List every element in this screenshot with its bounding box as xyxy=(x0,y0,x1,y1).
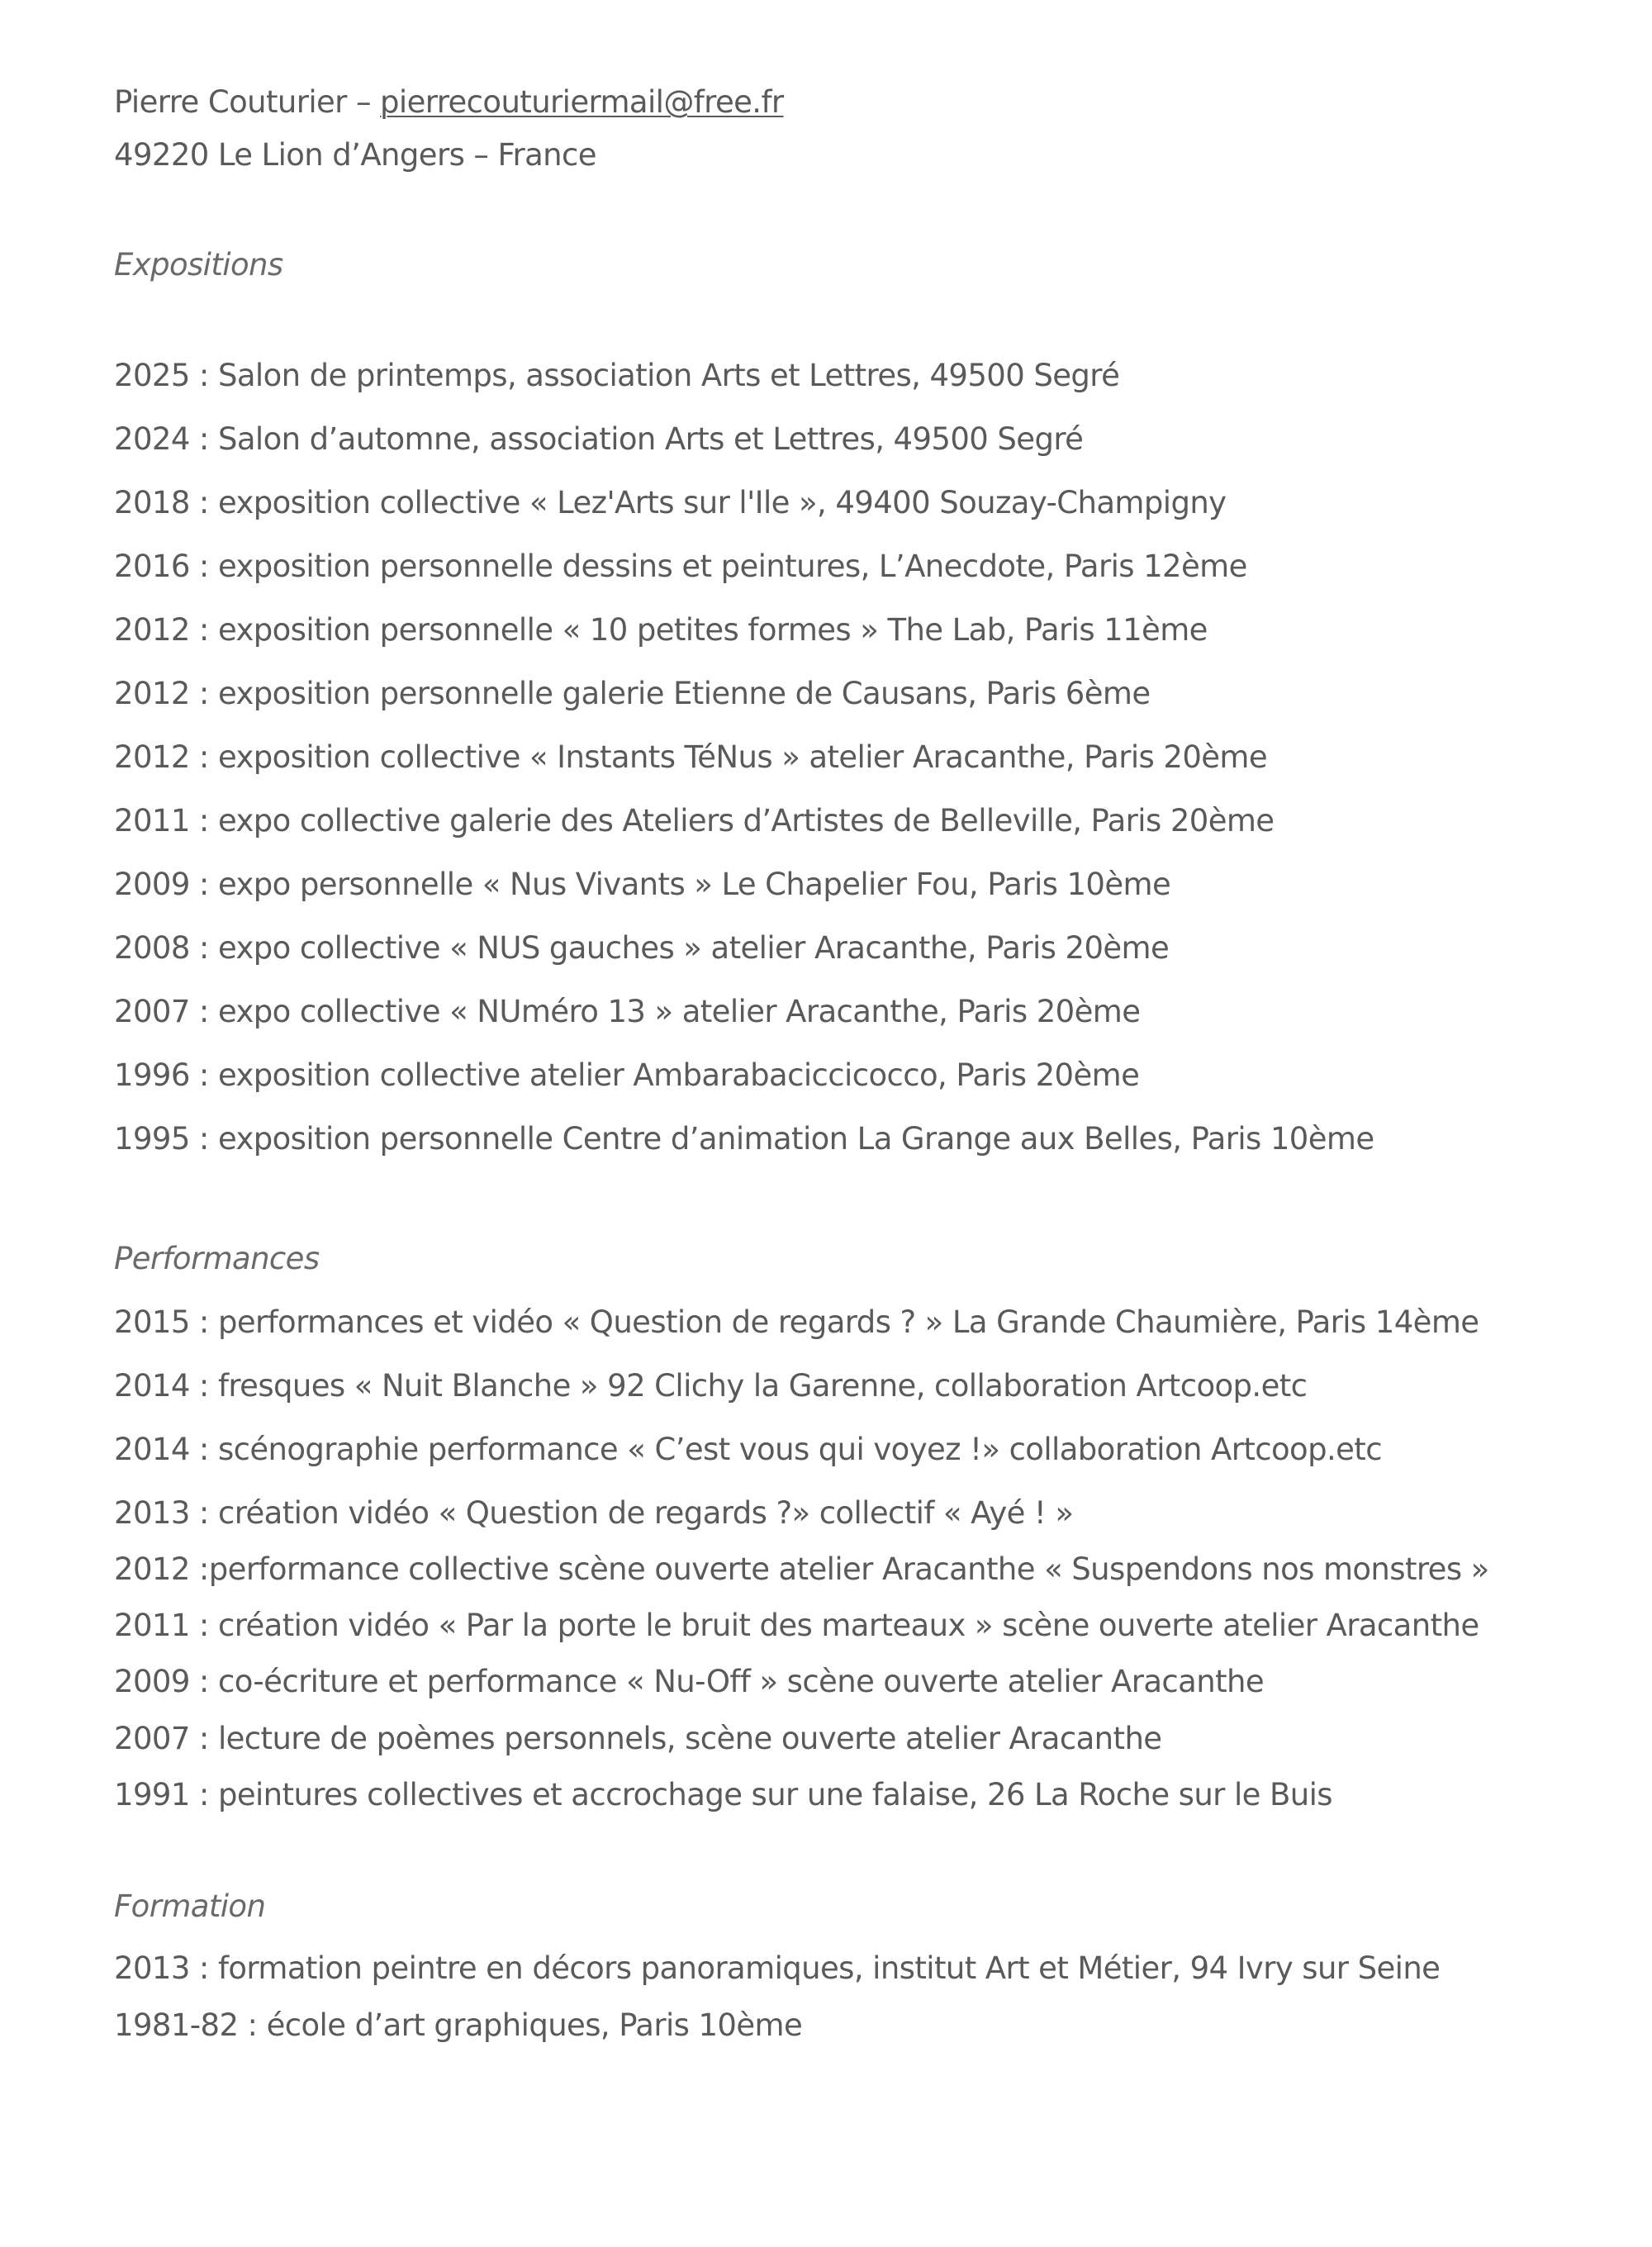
exposition-item: 2024 : Salon d’automne, association Arts et Lettres, 49500 Segré xyxy=(114,421,1084,457)
performance-item: 1991 : peintures collectives et accrochage sur une falaise, 26 La Roche sur le Buis xyxy=(114,1777,1332,1812)
performance-item: 2012 :performance collective scène ouverte atelier Aracanthe « Suspendons nos monstres » xyxy=(114,1551,1489,1587)
exposition-item: 2009 : expo personnelle « Nus Vivants » Le Chapelier Fou, Paris 10ème xyxy=(114,867,1171,902)
exposition-item: 2012 : exposition collective « Instants TéNus » atelier Aracanthe, Paris 20ème xyxy=(114,739,1268,775)
address-line: 49220 Le Lion d’Angers – France xyxy=(114,137,596,173)
exposition-item: 1995 : exposition personnelle Centre d’animation La Grange aux Belles, Paris 10ème xyxy=(114,1121,1374,1157)
performance-item: 2009 : co-écriture et performance « Nu-Off » scène ouverte atelier Aracanthe xyxy=(114,1664,1265,1699)
exposition-item: 2018 : exposition collective « Lez'Arts sur l'Ile », 49400 Souzay-Champigny xyxy=(114,485,1227,520)
exposition-item: 2025 : Salon de printemps, association Arts et Lettres, 49500 Segré xyxy=(114,358,1120,393)
formation-item: 2013 : formation peintre en décors panoramiques, institut Art et Métier, 94 Ivry sur Seine xyxy=(114,1950,1441,1986)
email-link[interactable]: pierrecouturiermail@free.fr xyxy=(380,84,784,120)
performance-item: 2014 : scénographie performance « C’est vous qui voyez !» collaboration Artcoop.etc xyxy=(114,1432,1382,1467)
name-separator: – xyxy=(346,84,381,120)
formation-item: 1981-82 : école d’art graphiques, Paris 10ème xyxy=(114,2007,803,2043)
author-name: Pierre Couturier xyxy=(114,84,347,120)
section-title-formation: Formation xyxy=(114,1888,266,1924)
exposition-item: 2012 : exposition personnelle « 10 petites formes » The Lab, Paris 11ème xyxy=(114,612,1208,648)
contact-line xyxy=(114,82,784,123)
performance-item: 2011 : création vidéo « Par la porte le bruit des marteaux » scène ouverte atelier Aracanthe xyxy=(114,1608,1479,1643)
exposition-item: 2011 : expo collective galerie des Ateliers d’Artistes de Belleville, Paris 20ème xyxy=(114,803,1275,838)
exposition-item: 2016 : exposition personnelle dessins et peintures, L’Anecdote, Paris 12ème xyxy=(114,549,1247,584)
exposition-item: 2012 : exposition personnelle galerie Etienne de Causans, Paris 6ème xyxy=(114,676,1151,711)
exposition-item: 1996 : exposition collective atelier Ambarabaciccicocco, Paris 20ème xyxy=(114,1057,1140,1093)
section-title-expositions: Expositions xyxy=(114,247,283,283)
performance-item: 2013 : création vidéo « Question de regards ?» collectif « Ayé ! » xyxy=(114,1495,1074,1531)
section-title-performances: Performances xyxy=(114,1241,320,1276)
performance-item: 2015 : performances et vidéo « Question de regards ? » La Grande Chaumière, Paris 14ème xyxy=(114,1304,1479,1340)
exposition-item: 2008 : expo collective « NUS gauches » atelier Aracanthe, Paris 20ème xyxy=(114,930,1170,966)
performance-item: 2007 : lecture de poèmes personnels, scène ouverte atelier Aracanthe xyxy=(114,1721,1162,1756)
exposition-item: 2007 : expo collective « NUméro 13 » atelier Aracanthe, Paris 20ème xyxy=(114,994,1141,1029)
performance-item: 2014 : fresques « Nuit Blanche » 92 Clichy la Garenne, collaboration Artcoop.etc xyxy=(114,1368,1308,1404)
